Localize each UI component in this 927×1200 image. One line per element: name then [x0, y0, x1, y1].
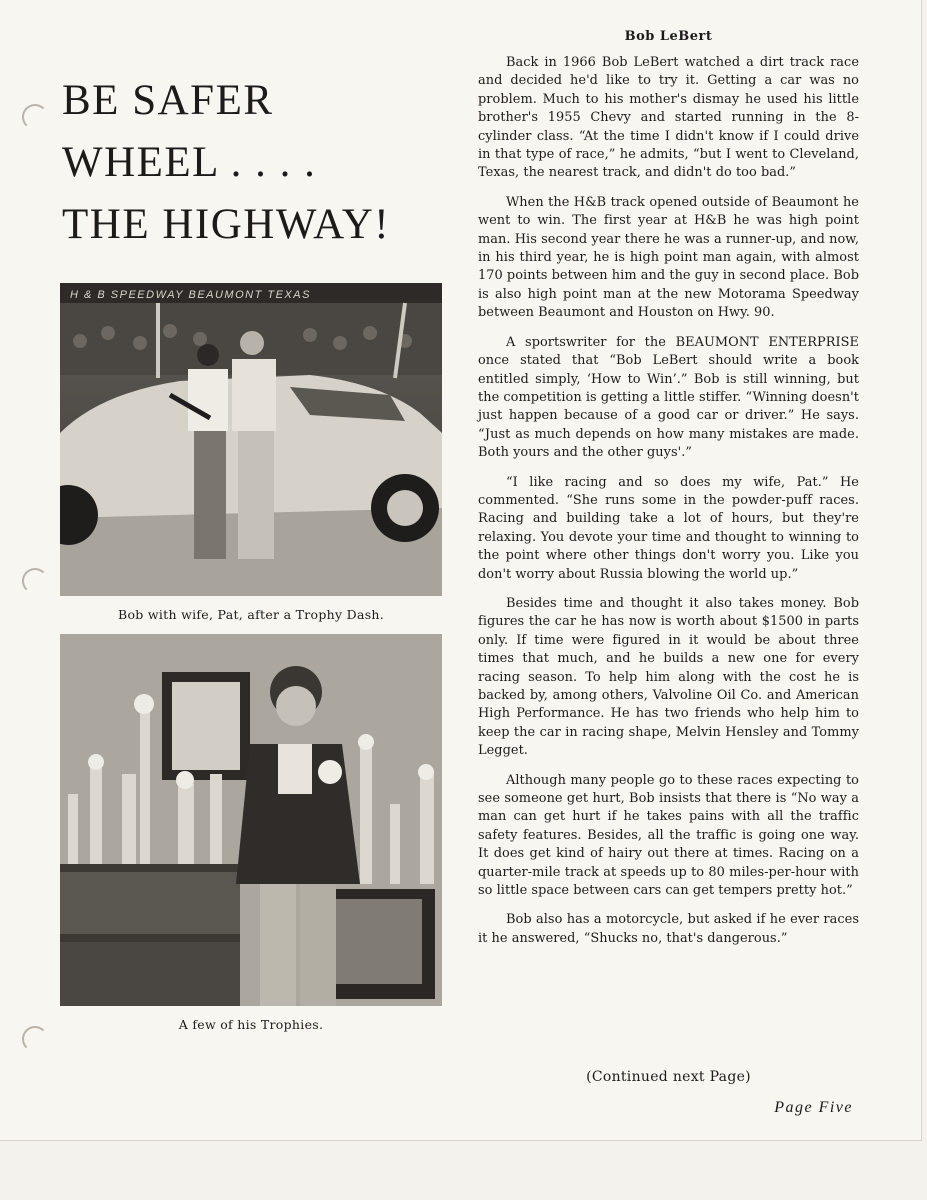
- photo-trophies: [60, 634, 442, 1006]
- headline-line-1: BE SAFER: [62, 77, 274, 124]
- binder-hole-mark: [22, 104, 48, 130]
- continued-note: (Continued next Page): [586, 1069, 751, 1085]
- article-paragraph: When the H&B track opened outside of Beaumont he went to win. The first year at H&B he was high point man. His second year there he was a runner-up, and now, in his third year, he is high point man again, with almost 170 points between him and the guy in second place. Bob is also high point man at the new Motorama Speedway between Beaumont and Houston on Hwy. 90.: [478, 194, 859, 321]
- article-paragraph: Back in 1966 Bob LeBert watched a dirt track race and decided he'd like to try it. Getting a car was no problem. Much to his mother's dismay he used his little brother's 1955 Chevy and started running in the 8-cylinder class. “At the time I didn't know if I could drive in that type of race,” he admits, “but I went to Cleveland, Texas, the nearest track, and didn't do too bad.”: [478, 55, 859, 181]
- page-number: Page Five: [774, 1099, 853, 1116]
- race-car-photo-illustration: [60, 283, 442, 596]
- article-paragraph: “I like racing and so does my wife, Pat.” He commented. “She runs some in the powder-puff races. Racing and building take a lot of hours, but they're relaxing. You devote your time and thought to winning to the point where other things don't worry you. Like you don't worry about Russia blowing the world up.”: [478, 474, 859, 582]
- binder-hole-mark: [22, 568, 48, 594]
- article-body: [478, 54, 859, 959]
- article-paragraph: A sportswriter for the BEAUMONT ENTERPRISE once stated that “Bob LeBert should write a book entitled simply, ‘How to Win’.” Bob is still winning, but the competition is getting a little stiffer. “Winning doesn't just happen because of a good car or driver.” He says. “Just as much depends on how many mistakes are made. Both yours and the other guys'.”: [478, 334, 859, 461]
- binder-hole-mark: [22, 1026, 48, 1052]
- headline-line-2: WHEEL . . . .: [62, 139, 317, 186]
- headline-line-3: THE HIGHWAY!: [62, 201, 391, 248]
- headline: [62, 70, 442, 256]
- article-byline: Bob LeBert: [624, 29, 713, 44]
- trophies-photo-illustration: [60, 634, 442, 1006]
- photo-race-car: [60, 283, 442, 596]
- photo-race-car-caption: Bob with wife, Pat, after a Trophy Dash.: [117, 607, 385, 622]
- article-paragraph: Bob also has a motorcycle, but asked if he ever races it he answered, “Shucks no, that's dangerous.”: [478, 912, 859, 946]
- article-paragraph: Besides time and thought it also takes money. Bob figures the car he has now is worth about $1500 in parts only. If time were figured in it would be about three times that much, and he builds a new one for every racing season. To help him along with the cost he is backed by, among others, Valvoline Oil Co. and American High Performance. He has two friends who help him to keep the car in racing shape, Melvin Hensley and Tommy Legget.: [478, 595, 859, 759]
- photo-trophies-caption: A few of his Trophies.: [178, 1017, 324, 1032]
- article-paragraph: Although many people go to these races expecting to see someone get hurt, Bob insists that there is “No way a man can get hurt if he takes pains with all the traffic safety features. Besides, all the traffic is going one way. It does get kind of hairy out there at times. Racing on a quarter-mile track at speeds up to 80 miles-per-hour with so little space between cars can get tempers pretty hot.”: [478, 772, 859, 899]
- speedway-banner-text: H & B SPEEDWAY BEAUMONT TEXAS: [70, 289, 311, 301]
